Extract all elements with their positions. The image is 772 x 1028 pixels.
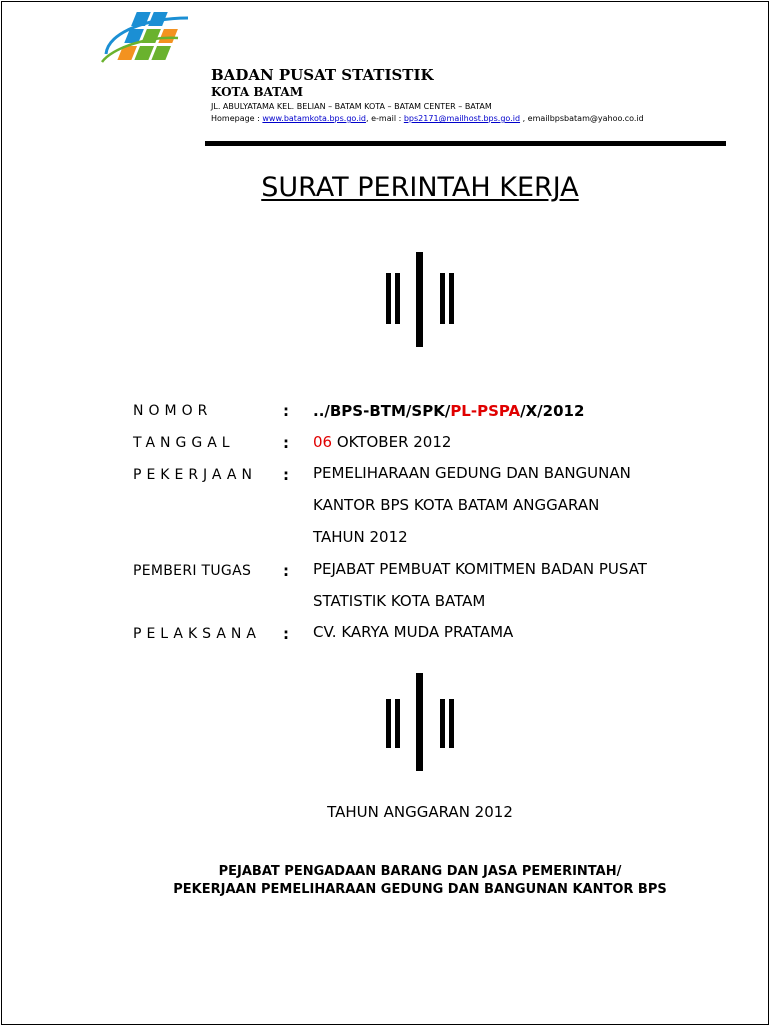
pemberi-tugas-label: PEMBERI TUGAS	[133, 563, 252, 579]
ornament-bar	[440, 273, 445, 324]
budget-year: TAHUN ANGGARAN 2012	[327, 803, 513, 821]
homepage-label: Homepage :	[211, 114, 263, 123]
nomor-value-code: PL-PSPA	[450, 402, 521, 420]
pekerjaan-colon: :	[283, 466, 289, 484]
org-contact	[211, 114, 644, 123]
tanggal-colon: :	[283, 434, 289, 452]
pelaksana-label: PELAKSANA	[133, 626, 261, 642]
ornament-bar	[395, 699, 400, 748]
pemberi-tugas-colon: :	[283, 562, 289, 580]
pemberi-tugas-line-2: STATISTIK KOTA BATAM	[313, 592, 486, 610]
nomor-value	[313, 402, 584, 420]
homepage-link[interactable]: www.batamkota.bps.go.id	[262, 114, 367, 123]
document-title: SURAT PERINTAH KERJA	[261, 172, 579, 203]
pekerjaan-label: PEKERJAAN	[133, 467, 257, 483]
pelaksana-value: CV. KARYA MUDA PRATAMA	[313, 623, 514, 641]
org-city: KOTA BATAM	[211, 85, 303, 99]
ornament-bar	[416, 252, 423, 347]
nomor-label: NOMOR	[133, 403, 213, 419]
ornament-bar	[416, 673, 423, 771]
pekerjaan-line-3: TAHUN 2012	[313, 528, 408, 546]
logo-square	[158, 29, 178, 43]
ornament-bar	[449, 699, 454, 748]
email-link[interactable]: bps2171@mailhost.bps.go.id	[403, 114, 521, 123]
nomor-value-part1: ../BPS-BTM/SPK/	[313, 402, 451, 420]
tanggal-label: TANGGAL	[133, 435, 235, 451]
logo-square	[151, 46, 171, 60]
pekerjaan-line-1: PEMELIHARAAN GEDUNG DAN BANGUNAN	[313, 464, 631, 482]
ornament-bar	[440, 699, 445, 748]
pekerjaan-line-2: KANTOR BPS KOTA BATAM ANGGARAN	[313, 496, 600, 514]
ornament-bar	[386, 699, 391, 748]
nomor-value-part3: /X/2012	[520, 402, 585, 420]
org-address: JL. ABULYATAMA KEL. BELIAN – BATAM KOTA – BATAM CENTER – BATAM	[211, 102, 492, 111]
ornament-bar	[386, 273, 391, 324]
tanggal-month-year: OKTOBER 2012	[332, 433, 452, 451]
footer-line-1: PEJABAT PENGADAAN BARANG DAN JASA PEMERINTAH/	[218, 864, 622, 879]
header-rule	[205, 141, 726, 146]
nomor-colon: :	[283, 402, 289, 420]
pelaksana-colon: :	[283, 625, 289, 643]
tanggal-value	[313, 433, 451, 451]
footer-line-2: PEKERJAAN PEMELIHARAAN GEDUNG DAN BANGUNAN KANTOR BPS	[173, 882, 667, 897]
pemberi-tugas-line-1: PEJABAT PEMBUAT KOMITMEN BADAN PUSAT	[313, 560, 647, 578]
org-name: BADAN PUSAT STATISTIK	[211, 66, 434, 84]
email-secondary: , emailbpsbatam@yahoo.co.id	[520, 114, 644, 123]
tanggal-day: 06	[313, 433, 333, 451]
ornament-bar	[395, 273, 400, 324]
email-label: , e-mail :	[366, 114, 404, 123]
ornament-bar	[449, 273, 454, 324]
logo-square	[134, 46, 154, 60]
bps-logo	[98, 4, 194, 74]
